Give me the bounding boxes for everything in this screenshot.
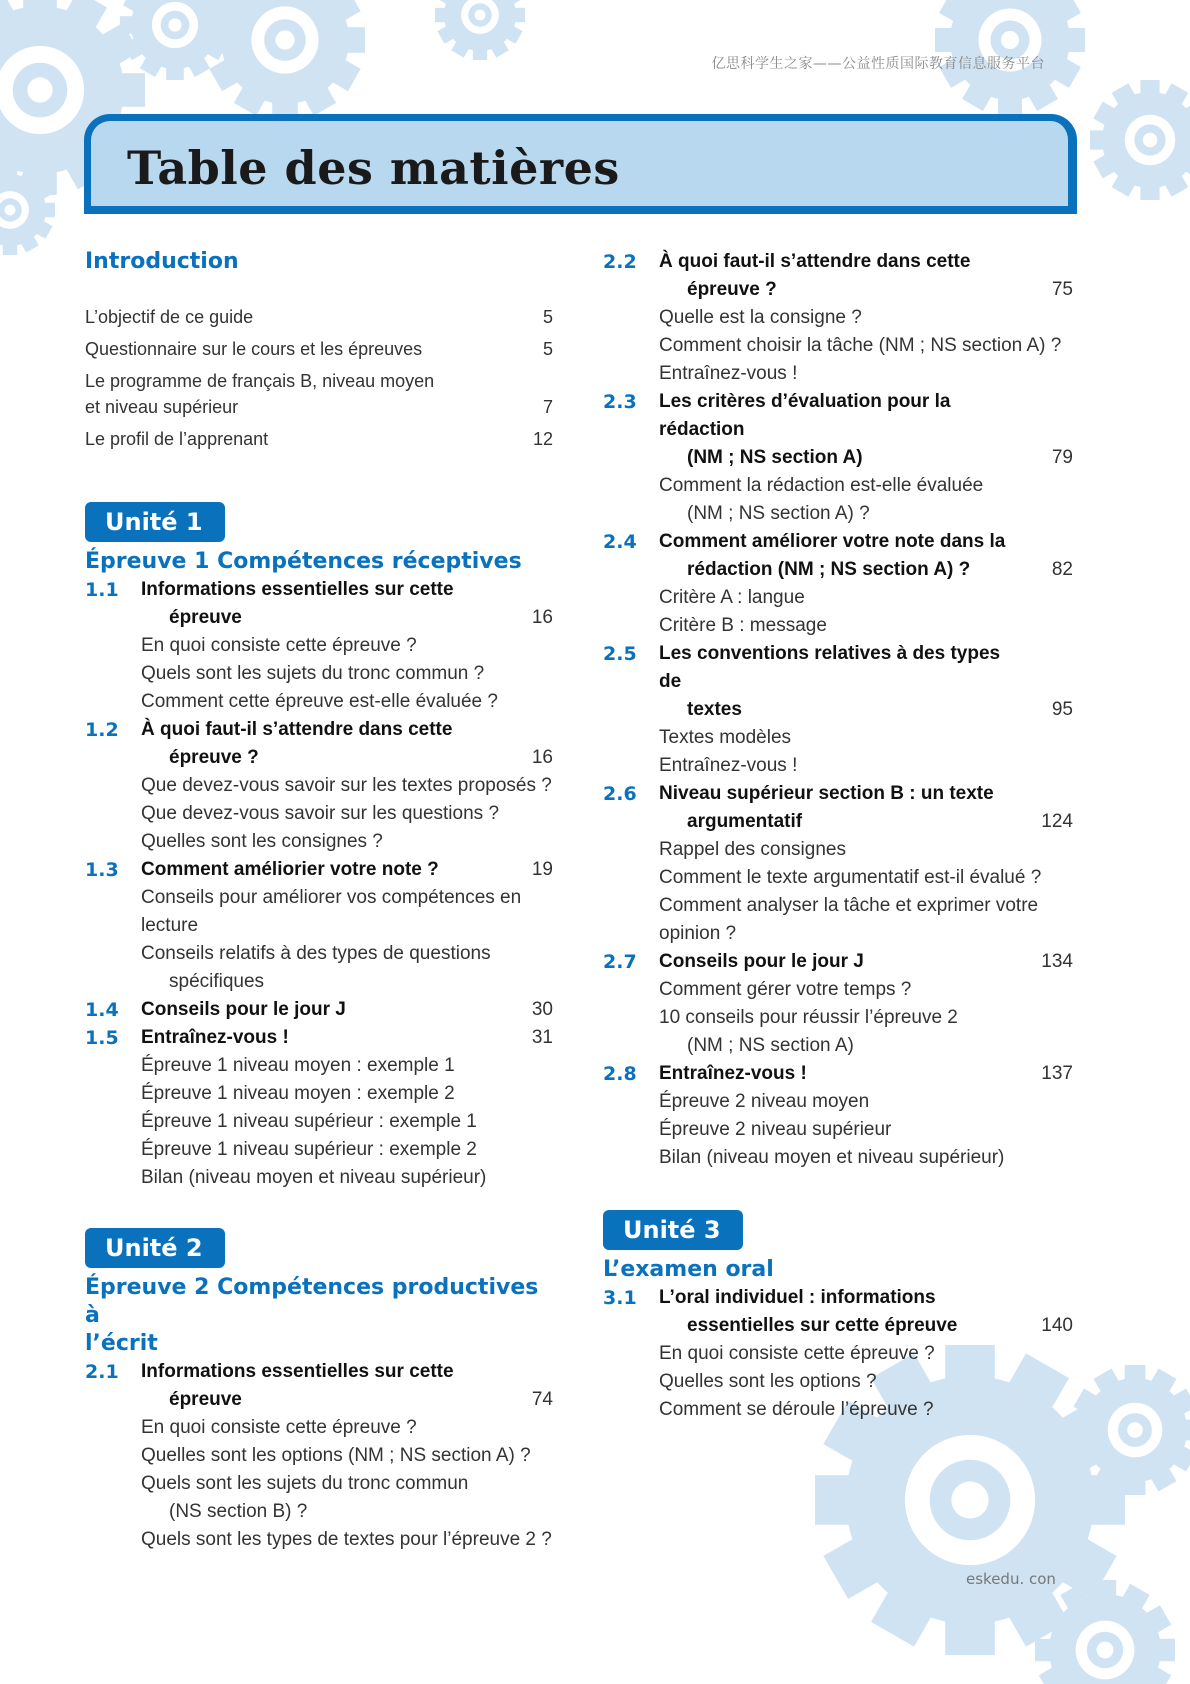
toc-subentry[interactable] [603, 752, 1075, 780]
toc-entry-title-line1: Informations essentielles sur cette [141, 1361, 454, 1382]
toc-entry-title-line2: argumentatif [687, 811, 803, 832]
toc-row-page: 7 [542, 397, 553, 417]
toc-entry-page: 137 [1041, 1063, 1073, 1084]
toc-entry-number: 1.3 [85, 859, 119, 881]
toc-subentry-label: Que devez-vous savoir sur les textes proposés ? [141, 775, 552, 796]
introduction-heading: Introduction [85, 249, 239, 274]
toc-subentry[interactable] [85, 884, 555, 940]
unit-1-section [85, 502, 555, 1192]
toc-subentry[interactable] [85, 940, 555, 968]
toc-row[interactable] [85, 304, 555, 330]
unit-1-entries [85, 576, 555, 1192]
toc-row-page: 12 [532, 429, 553, 449]
toc-entry-title-line2: épreuve [169, 607, 242, 628]
toc-entry-title [659, 248, 1019, 304]
toc-subentry[interactable] [85, 1498, 555, 1526]
toc-row-label: Le programme de français B, niveau moyen et niveau supérieur [85, 371, 435, 417]
toc-entry-title-line2: épreuve ? [169, 747, 259, 768]
toc-subentry[interactable] [603, 836, 1075, 864]
toc-subentry-label: Quels sont les sujets du tronc commun [141, 1473, 469, 1494]
toc-entry[interactable] [603, 248, 1075, 304]
toc-subentry-label: Quels sont les types de textes pour l’épreuve 2 ? [141, 1529, 552, 1550]
toc-subentry-label: Épreuve 1 niveau moyen : exemple 2 [141, 1083, 455, 1104]
toc-subentry[interactable] [603, 304, 1075, 332]
toc-entry[interactable] [85, 856, 555, 884]
introduction-list [85, 304, 555, 452]
toc-subentry[interactable] [85, 688, 555, 716]
toc-subentry-label: Comment la rédaction est-elle évaluée [659, 475, 984, 496]
toc-subentry[interactable] [85, 1108, 555, 1136]
toc-entry-title-line2: épreuve [169, 1389, 242, 1410]
unit-1-title: Épreuve 1 Compétences réceptives [85, 549, 522, 574]
toc-subentry[interactable] [603, 976, 1075, 1004]
toc-subentry[interactable] [603, 612, 1075, 640]
toc-subentry[interactable] [85, 1080, 555, 1108]
toc-subentry[interactable] [85, 1052, 555, 1080]
unit-2-section [85, 1228, 555, 1554]
toc-entry-number: 1.5 [85, 1027, 119, 1049]
toc-entry-title-line1: Informations essentielles sur cette [141, 579, 454, 600]
unit-3-entries [603, 1284, 1075, 1424]
toc-subentry-label: (NS section B) ? [169, 1501, 308, 1522]
toc-entry-number: 2.1 [85, 1361, 119, 1383]
toc-subentry-label: Comment se déroule l’épreuve ? [659, 1399, 934, 1420]
toc-subentry-label: Entraînez-vous ! [659, 363, 798, 384]
toc-entry-number: 2.5 [603, 643, 637, 665]
toc-entry[interactable] [85, 1358, 555, 1414]
toc-entry-title-line1: Les critères d’évaluation pour la rédaction [659, 391, 951, 440]
toc-entry-number: 1.1 [85, 579, 119, 601]
toc-entry-page: 140 [1041, 1315, 1073, 1336]
unit-3-badge: Unité 3 [603, 1210, 743, 1250]
toc-subentry-label: Que devez-vous savoir sur les questions ? [141, 803, 500, 824]
toc-entry-title-line2: épreuve ? [687, 279, 777, 300]
toc-entry-title-line1: Niveau supérieur section B : un texte [659, 783, 994, 804]
toc-entry-number: 2.7 [603, 951, 637, 973]
toc-subentry-label: Comment choisir la tâche (NM ; NS section A) ? [659, 335, 1062, 356]
toc-subentry-label: (NM ; NS section A) ? [687, 503, 870, 524]
toc-subentry[interactable] [603, 1144, 1075, 1172]
toc-row[interactable] [85, 426, 555, 452]
toc-subentry[interactable] [603, 584, 1075, 612]
toc-entry-title-line1: Comment améliorier votre note ? [141, 859, 439, 880]
toc-entry-page: 79 [1051, 447, 1073, 468]
toc-subentry-label: spécifiques [169, 971, 265, 992]
toc-entry-title [659, 640, 1019, 724]
toc-subentry-label: En quoi consiste cette épreuve ? [141, 635, 417, 656]
toc-subentry[interactable] [603, 1116, 1075, 1144]
toc-entry-title [141, 996, 499, 1024]
toc-entry[interactable] [603, 528, 1075, 584]
unit-3-section [603, 1210, 1075, 1424]
toc-subentry-label: Quelles sont les options ? [659, 1371, 877, 1392]
unit-2-badge: Unité 2 [85, 1228, 225, 1268]
toc-subentry[interactable] [603, 1088, 1075, 1116]
toc-entry-title-line1: Conseils pour le jour J [141, 999, 346, 1020]
toc-subentry[interactable] [603, 724, 1075, 752]
toc-entry[interactable] [603, 1284, 1075, 1340]
toc-subentry[interactable] [603, 864, 1075, 892]
toc-entry-title-line1: Entraînez-vous ! [141, 1027, 289, 1048]
toc-row-page: 5 [542, 339, 553, 359]
toc-subentry-label: Conseils relatifs à des types de questions [141, 943, 491, 964]
toc-subentry-label: Bilan (niveau moyen et niveau supérieur) [659, 1147, 1005, 1168]
toc-entry-page: 30 [531, 999, 553, 1020]
toc-entry-title [659, 1284, 1019, 1340]
toc-entry-number: 2.6 [603, 783, 637, 805]
toc-entry-title [659, 528, 1019, 584]
toc-entry-page: 16 [531, 747, 553, 768]
toc-subentry-label: Quelles sont les options (NM ; NS section A) ? [141, 1445, 531, 1466]
toc-row-label: L’objectif de ce guide [85, 307, 254, 327]
toc-entry[interactable] [603, 1060, 1075, 1088]
toc-subentry[interactable] [603, 892, 1075, 948]
toc-entry-page: 31 [531, 1027, 553, 1048]
toc-subentry-label: Comment analyser la tâche et exprimer votre opinion ? [659, 895, 1039, 944]
unit-2-entries-right [603, 248, 1075, 1172]
toc-row-label: Le profil de l’apprenant [85, 429, 269, 449]
title-banner [84, 114, 1077, 214]
toc-subentry-label: Comment cette épreuve est-elle évaluée ? [141, 691, 498, 712]
toc-subentry-label: Quelle est la consigne ? [659, 307, 862, 328]
toc-subentry[interactable] [85, 1442, 555, 1470]
toc-entry-title-line1: À quoi faut-il s’attendre dans cette [659, 251, 971, 272]
toc-subentry[interactable] [603, 332, 1075, 360]
footer-watermark: eskedu. con [966, 1570, 1056, 1588]
toc-entry-title [659, 948, 1019, 976]
toc-entry-title-line1: Conseils pour le jour J [659, 951, 864, 972]
toc-subentry[interactable] [85, 1414, 555, 1442]
toc-entry-page: 75 [1051, 279, 1073, 300]
toc-entry-page: 16 [531, 607, 553, 628]
toc-subentry[interactable] [85, 772, 555, 800]
toc-subentry[interactable] [85, 1526, 555, 1554]
toc-entry-number: 2.8 [603, 1063, 637, 1085]
toc-entry-title [659, 1060, 1019, 1088]
toc-entry[interactable] [603, 640, 1075, 724]
toc-subentry-label: (NM ; NS section A) [687, 1035, 854, 1056]
toc-entry-page: 134 [1041, 951, 1073, 972]
toc-subentry[interactable] [603, 1340, 1075, 1368]
toc-subentry-label: Comment gérer votre temps ? [659, 979, 912, 1000]
toc-entry-title-line2: (NM ; NS section A) [687, 447, 863, 468]
toc-subentry[interactable] [85, 1164, 555, 1192]
toc-entry[interactable] [85, 996, 555, 1024]
toc-entry-title-line1: Entraînez-vous ! [659, 1063, 807, 1084]
toc-entry-number: 1.4 [85, 999, 119, 1021]
toc-row[interactable] [85, 336, 555, 362]
toc-entry-page: 82 [1051, 559, 1073, 580]
toc-subentry-label: Comment le texte argumentatif est-il évalué ? [659, 867, 1042, 888]
toc-entry-page: 124 [1041, 811, 1073, 832]
toc-subentry[interactable] [603, 1368, 1075, 1396]
toc-subentry-label: Quels sont les sujets du tronc commun ? [141, 663, 485, 684]
unit-3-title: L’examen oral [603, 1257, 774, 1282]
toc-entry-title-line1: À quoi faut-il s’attendre dans cette [141, 719, 453, 740]
toc-subentry[interactable] [85, 660, 555, 688]
toc-subentry[interactable] [603, 360, 1075, 388]
toc-subentry-label: Conseils pour améliorer vos compétences en lecture [141, 887, 522, 936]
toc-entry-number: 2.2 [603, 251, 637, 273]
toc-entry-page: 19 [531, 859, 553, 880]
page-title: Table des matières [127, 141, 620, 195]
toc-entry-number: 2.3 [603, 391, 637, 413]
toc-entry-title [659, 388, 1019, 472]
toc-subentry-label: Épreuve 1 niveau supérieur : exemple 2 [141, 1139, 477, 1160]
toc-subentry-label: Épreuve 2 niveau supérieur [659, 1119, 892, 1140]
toc-row-page: 5 [542, 307, 553, 327]
toc-entry-title-line1: Les conventions relatives à des types de [659, 643, 1001, 692]
toc-subentry-label: Bilan (niveau moyen et niveau supérieur) [141, 1167, 487, 1188]
toc-subentry[interactable] [603, 1396, 1075, 1424]
toc-subentry-label: Épreuve 1 niveau supérieur : exemple 1 [141, 1111, 477, 1132]
toc-subentry-label: Critère A : langue [659, 587, 805, 608]
toc-entry-number: 3.1 [603, 1287, 637, 1309]
toc-subentry[interactable] [85, 1470, 555, 1498]
toc-subentry[interactable] [603, 1032, 1075, 1060]
toc-subentry-label: Critère B : message [659, 615, 827, 636]
toc-entry-title-line1: L’oral individuel : informations [659, 1287, 936, 1308]
toc-entry[interactable] [85, 576, 555, 632]
toc-subentry[interactable] [85, 828, 555, 856]
toc-entry[interactable] [85, 716, 555, 772]
toc-entry-title-line2: rédaction (NM ; NS section A) ? [687, 559, 971, 580]
toc-entry-title-line2: essentielles sur cette épreuve [687, 1315, 958, 1336]
toc-subentry[interactable] [85, 968, 555, 996]
toc-entry-number: 1.2 [85, 719, 119, 741]
toc-subentry-label: Quelles sont les consignes ? [141, 831, 383, 852]
toc-entry-page: 95 [1051, 699, 1073, 720]
toc-entry[interactable] [603, 388, 1075, 472]
toc-entry[interactable] [603, 780, 1075, 836]
toc-right-column [603, 248, 1075, 1424]
toc-subentry-label: Épreuve 1 niveau moyen : exemple 1 [141, 1055, 455, 1076]
toc-subentry-label: Entraînez-vous ! [659, 755, 798, 776]
toc-entry-title [141, 1024, 499, 1052]
header-watermark: 亿思科学生之家——公益性质国际教育信息服务平台 [711, 56, 1045, 72]
toc-subentry-label: Épreuve 2 niveau moyen [659, 1091, 870, 1112]
toc-entry-title [141, 1358, 499, 1414]
toc-subentry-label: Textes modèles [659, 727, 792, 748]
toc-subentry[interactable] [85, 800, 555, 828]
toc-subentry[interactable] [603, 472, 1075, 500]
toc-subentry[interactable] [85, 632, 555, 660]
toc-row[interactable] [85, 368, 555, 420]
toc-entry-title-line2: textes [687, 699, 742, 720]
toc-subentry[interactable] [603, 1004, 1075, 1032]
unit-1-badge: Unité 1 [85, 502, 225, 542]
unit-2-title-line1: Épreuve 2 Compétences productives à [85, 1275, 539, 1328]
toc-subentry-label: En quoi consiste cette épreuve ? [141, 1417, 417, 1438]
toc-subentry-label: Rappel des consignes [659, 839, 846, 860]
toc-subentry[interactable] [85, 1136, 555, 1164]
toc-entry-title [141, 576, 499, 632]
toc-entry-title [141, 716, 499, 772]
toc-subentry-label: 10 conseils pour réussir l’épreuve 2 [659, 1007, 958, 1028]
toc-entry-title [659, 780, 1019, 836]
toc-left-column [85, 248, 555, 1554]
unit-2-title-line2: l’écrit [85, 1331, 158, 1356]
toc-subentry[interactable] [603, 500, 1075, 528]
toc-entry-title [141, 856, 499, 884]
toc-entry-number: 2.4 [603, 531, 637, 553]
toc-entry-page: 74 [531, 1389, 553, 1410]
toc-entry[interactable] [603, 948, 1075, 976]
toc-entry[interactable] [85, 1024, 555, 1052]
unit-2-entries-left [85, 1358, 555, 1554]
toc-subentry-label: En quoi consiste cette épreuve ? [659, 1343, 935, 1364]
toc-entry-title-line1: Comment améliorer votre note dans la [659, 531, 1006, 552]
toc-row-label: Questionnaire sur le cours et les épreuves [85, 339, 423, 359]
